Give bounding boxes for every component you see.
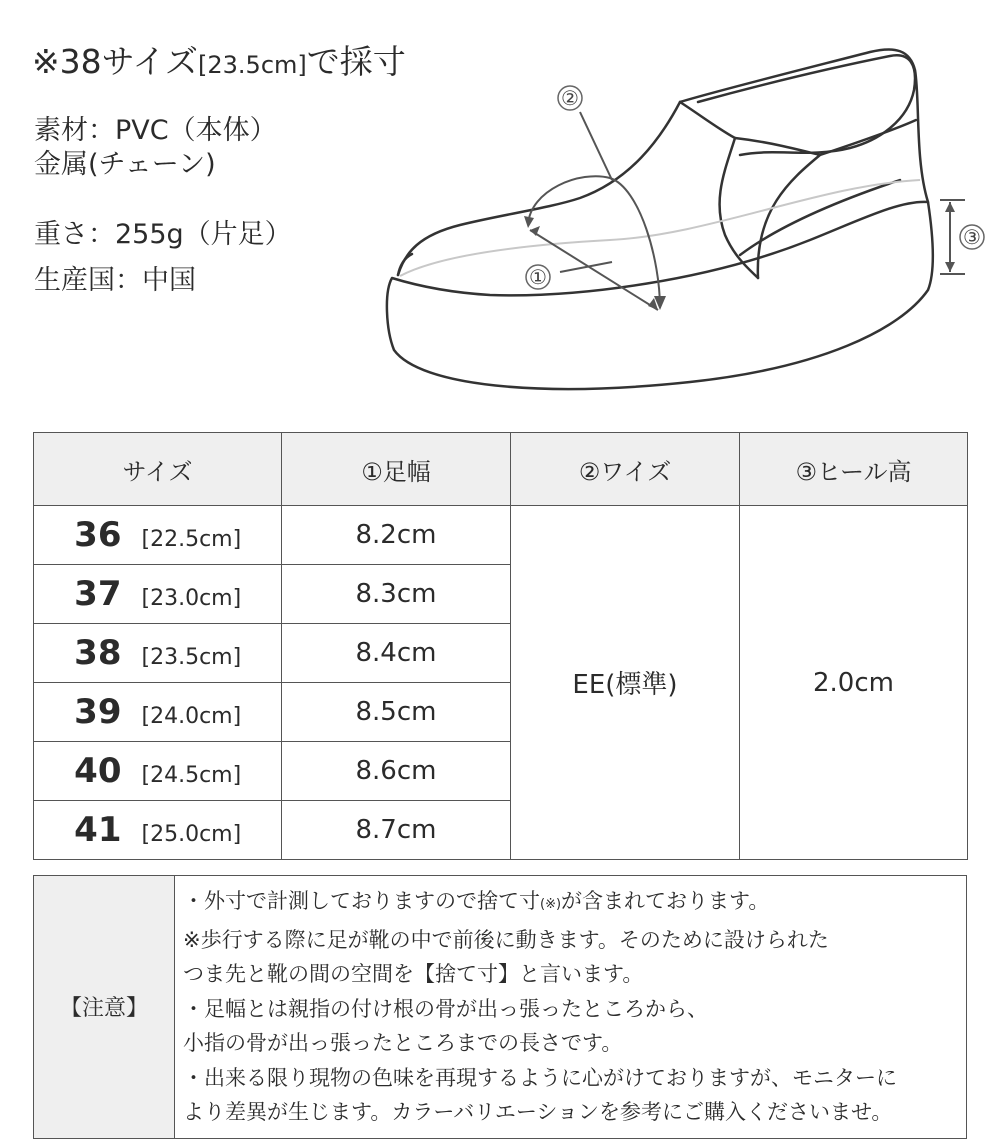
heel-height-cell: 2.0cm [740, 506, 968, 860]
size-cell [34, 801, 282, 860]
caution-line-text: ・外寸で計測しておりますので捨て寸 [183, 889, 540, 913]
size-cm: [22.5cm] [141, 527, 242, 552]
foot-width-cell: 8.5cm [282, 683, 511, 742]
size-cm: [24.5cm] [141, 763, 242, 788]
diagram-label-2: ② [561, 86, 579, 110]
wise-cell: EE(標準) [511, 506, 740, 860]
size-cm: [23.0cm] [141, 586, 242, 611]
diagram-label-3: ③ [963, 225, 981, 249]
spec-weight: 重さ：255g（片足） [34, 219, 292, 250]
header-wise: ②ワイズ [511, 433, 740, 506]
size-cm: [25.0cm] [141, 822, 242, 847]
size-number: 40 [74, 751, 122, 791]
width-arrow [530, 230, 658, 310]
size-number: 37 [74, 574, 122, 614]
caution-mark: (※) [540, 897, 562, 912]
header-heel-height: ③ヒール高 [740, 433, 968, 506]
size-cm: [24.0cm] [141, 704, 242, 729]
foot-width-cell: 8.7cm [282, 801, 511, 860]
foot-width-cell: 8.6cm [282, 742, 511, 801]
foot-width-cell: 8.3cm [282, 565, 511, 624]
caution-line [183, 884, 960, 923]
width-leader [560, 262, 612, 272]
size-number: 36 [74, 515, 122, 555]
caution-line: ※歩行する際に足が靴の中で前後に動きます。そのために設けられた [183, 927, 829, 952]
spec-material: 素材：PVC（本体） [34, 115, 277, 146]
header-foot-width: ①足幅 [282, 433, 511, 506]
caution-line: つま先と靴の間の空間を【捨て寸】と言います。 [183, 962, 644, 986]
size-cell [34, 624, 282, 683]
caution-line: 小指の骨が出っ張ったところまでの長さです。 [183, 1031, 623, 1055]
size-cell [34, 506, 282, 565]
foot-width-cell: 8.2cm [282, 506, 511, 565]
caution-box [33, 875, 967, 1139]
measurement-note-prefix: ※38サイズ [32, 42, 199, 81]
size-cm: [23.5cm] [141, 645, 242, 670]
table-row [34, 506, 968, 565]
spec-material-metal: 金属(チェーン) [34, 149, 216, 180]
caution-line: ・出来る限り現物の色味を再現するように心がけておりますが、モニターに [183, 1065, 897, 1090]
size-number: 41 [74, 810, 122, 850]
size-number: 39 [74, 692, 122, 732]
caution-line: より差異が生じます。カラーバリエーションを参考にご購入くださいませ。 [183, 1100, 893, 1124]
shoe-upper [398, 49, 928, 275]
size-cell [34, 565, 282, 624]
header-size: サイズ [34, 433, 282, 506]
spec-origin: 生産国：中国 [34, 265, 196, 296]
wise-leader [580, 112, 612, 180]
size-number: 38 [74, 633, 122, 673]
measurement-note-suffix: で採寸 [306, 42, 406, 81]
foot-width-cell: 8.4cm [282, 624, 511, 683]
caution-label: 【注意】 [34, 876, 175, 1139]
shoe-collar [698, 55, 915, 155]
shoe-diagram [380, 30, 1000, 410]
size-cell [34, 683, 282, 742]
diagram-label-1: ① [529, 265, 547, 289]
size-table [33, 432, 968, 860]
measurement-note-size: [23.5cm] [198, 51, 307, 79]
size-cell [34, 742, 282, 801]
shoe-side-panel [735, 120, 916, 278]
measurement-note [32, 36, 406, 83]
caution-line: ・足幅とは親指の付け根の骨が出っ張ったところから、 [183, 996, 708, 1021]
caution-body [175, 876, 967, 1139]
caution-line-text: が含まれております。 [561, 889, 770, 913]
